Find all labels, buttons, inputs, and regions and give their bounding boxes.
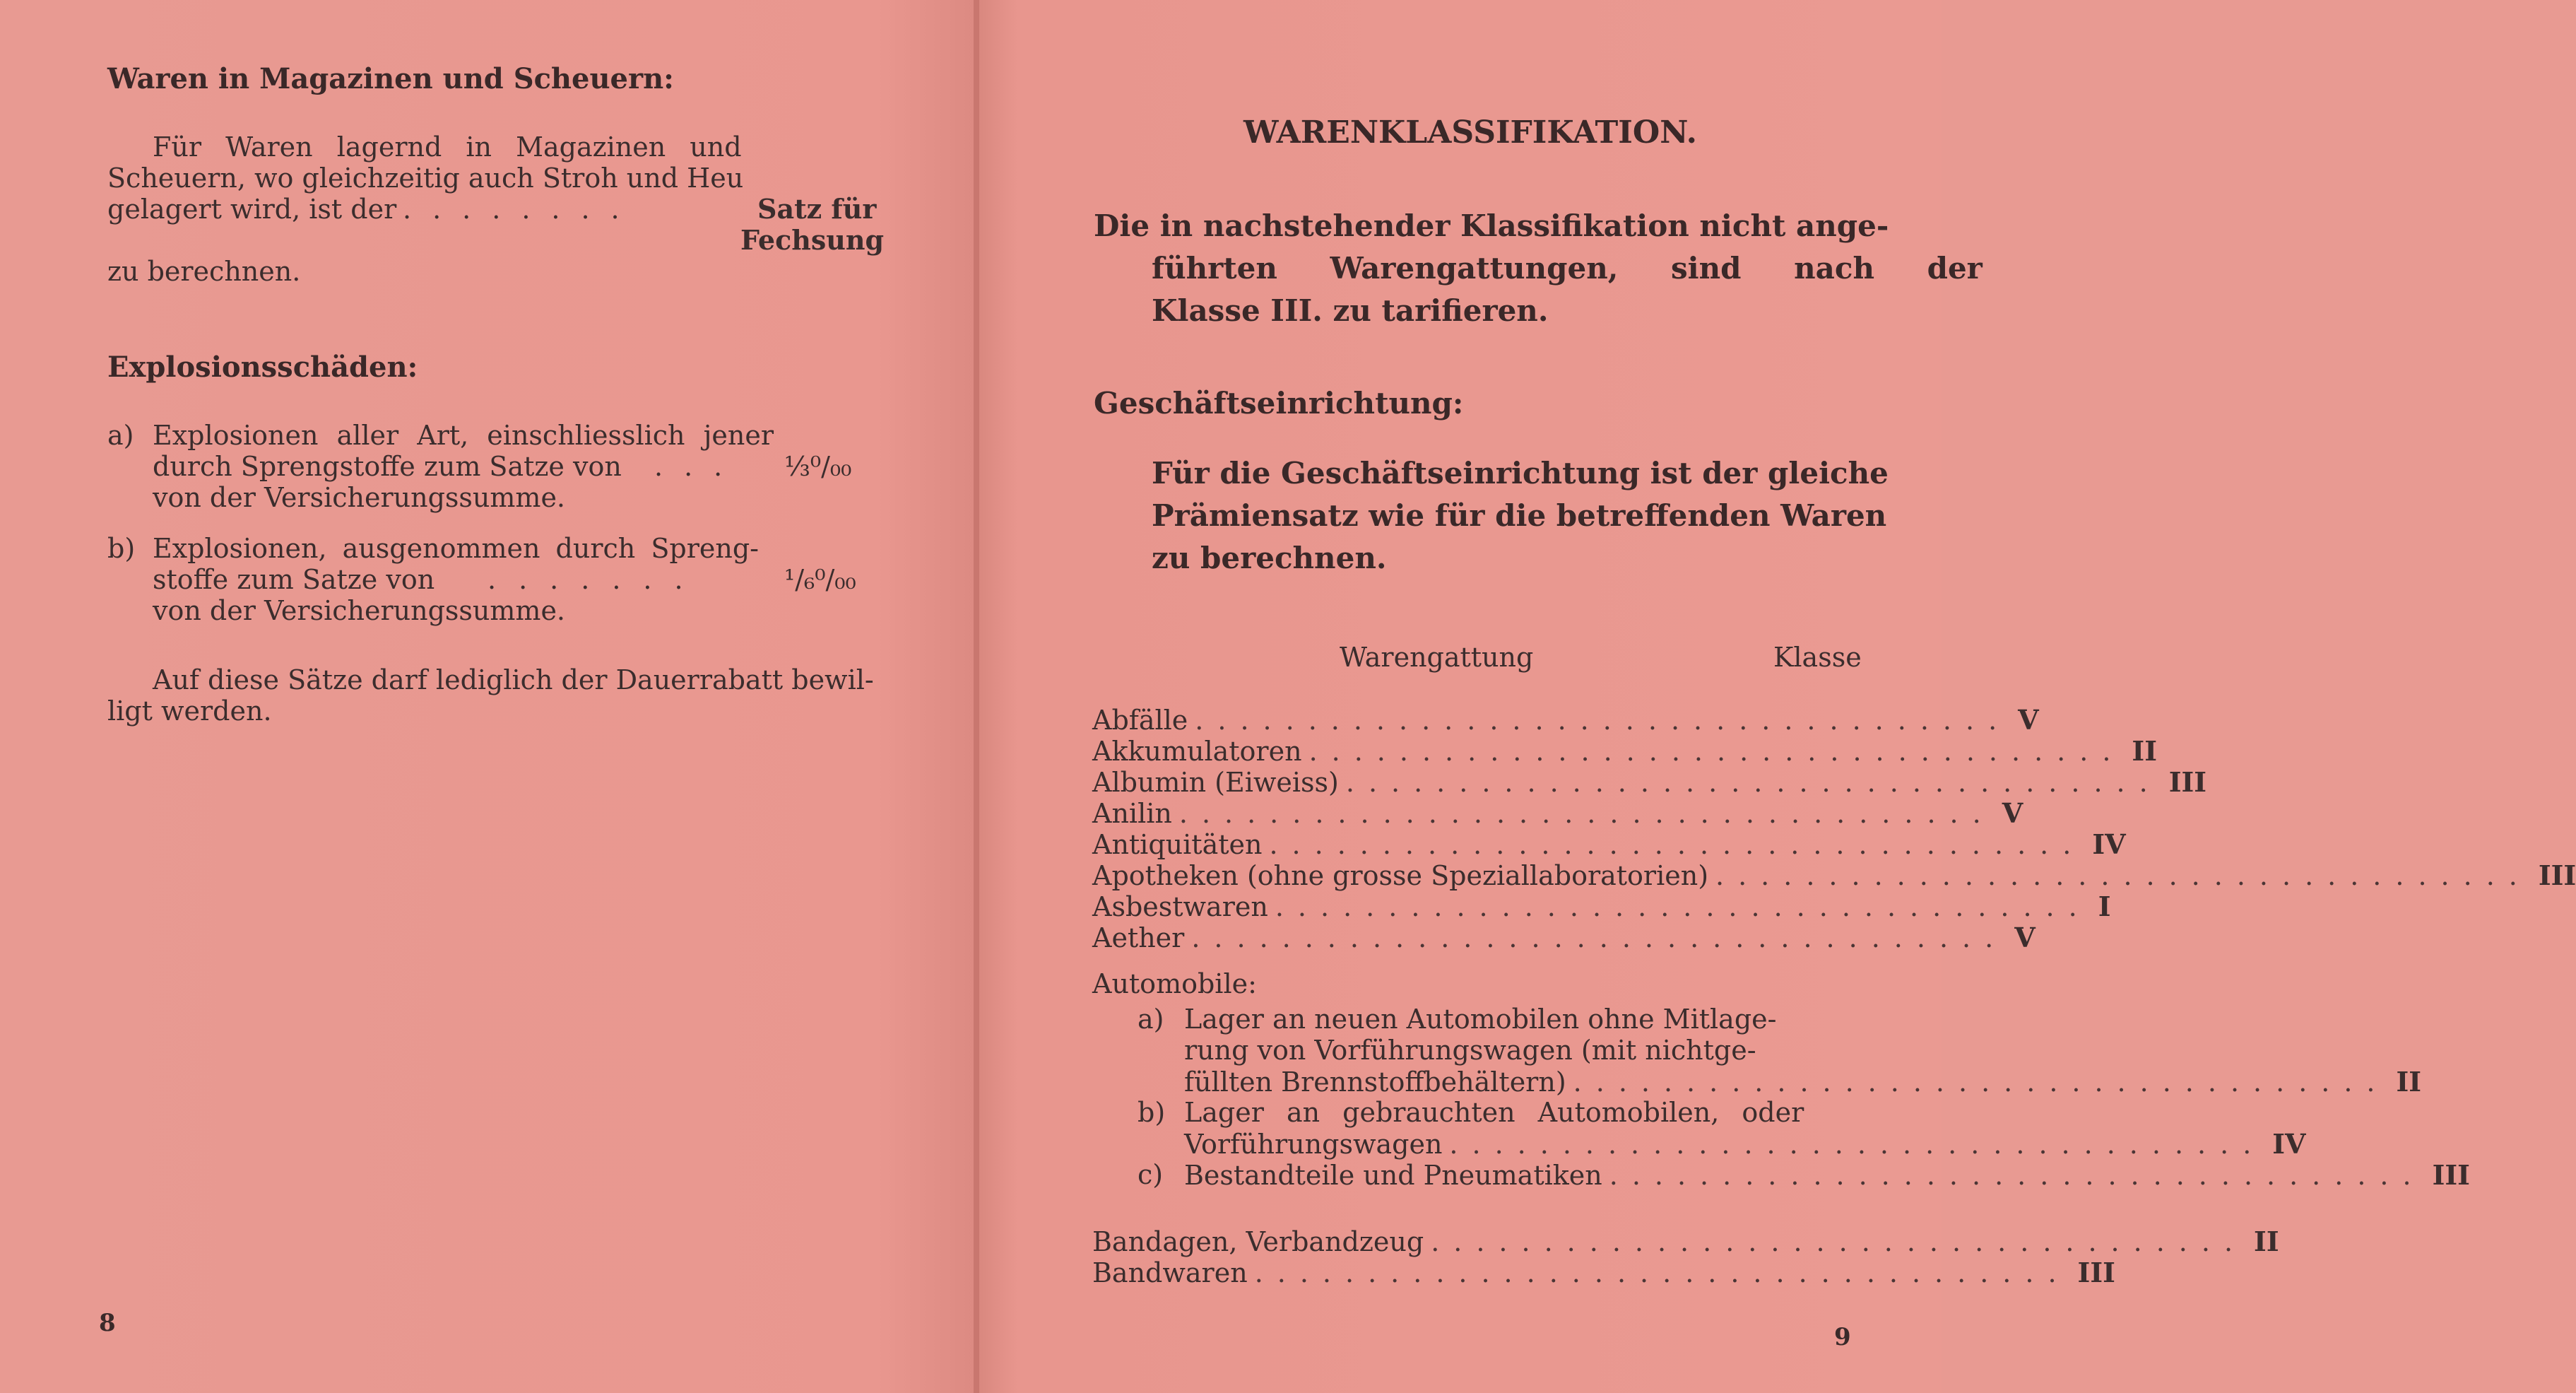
leader-dots: .................................... bbox=[1191, 922, 2008, 953]
leader-dots: .................................... bbox=[1195, 705, 2011, 736]
item-b-rate: ¹/₆⁰/₀₀ bbox=[784, 564, 856, 595]
business-line-1: Für die Geschäftseinrichtung ist der gleiche bbox=[1152, 456, 1889, 490]
auto-b-row bbox=[1184, 1128, 2306, 1160]
row-class: II bbox=[2254, 1226, 2279, 1257]
item-b-marker: b) bbox=[107, 533, 136, 564]
table-row bbox=[1092, 797, 2023, 829]
row-class: I bbox=[2098, 891, 2111, 922]
leader-dots: .................................... bbox=[1609, 1160, 2426, 1191]
item-b-line-2: stoffe zum Satze von bbox=[153, 564, 435, 595]
row-class: II bbox=[2132, 735, 2157, 767]
leader-dots: .................................... bbox=[1254, 1257, 2071, 1288]
auto-b-marker: b) bbox=[1138, 1097, 1166, 1128]
auto-c-row bbox=[1184, 1159, 2470, 1191]
column-header-goods: Warengattung bbox=[1340, 642, 1534, 673]
intro-line-3: Klasse III. zu tarifieren. bbox=[1152, 293, 1549, 328]
row-label: Antiquitäten bbox=[1092, 829, 1263, 860]
auto-c-class: III bbox=[2432, 1159, 2470, 1191]
auto-a-class: II bbox=[2396, 1066, 2422, 1098]
section-title-explosion: Explosionsschäden: bbox=[107, 351, 418, 384]
row-label: Albumin (Eiweiss) bbox=[1092, 767, 1339, 798]
note-line-2: ligt werden. bbox=[107, 695, 272, 727]
auto-b-line-2: Vorführungswagen bbox=[1184, 1129, 1443, 1160]
auto-a-line-2: rung von Vorführungswagen (mit nichtge- bbox=[1184, 1035, 1756, 1066]
automobile-title: Automobile: bbox=[1092, 968, 1257, 999]
auto-a-row bbox=[1184, 1066, 2422, 1098]
item-a-line-1: Explosionen aller Art, einschliesslich jener bbox=[153, 420, 774, 451]
table-row bbox=[1092, 704, 2039, 736]
intro-line-1: Die in nachstehender Klassifikation nicht ange- bbox=[1094, 208, 1889, 243]
section-title-magazines: Waren in Magazinen und Scheuern: bbox=[107, 62, 674, 95]
auto-c-line: Bestandteile und Pneumatiken bbox=[1184, 1160, 1602, 1191]
item-a-line-3: von der Versicherungssumme. bbox=[153, 482, 566, 513]
leader-dots: .................................... bbox=[1573, 1066, 2389, 1098]
table-row bbox=[1092, 766, 2207, 798]
page-number-left: 8 bbox=[99, 1309, 116, 1337]
row-class: IV bbox=[2092, 828, 2126, 860]
auto-b-class: IV bbox=[2272, 1128, 2306, 1160]
table-row bbox=[1092, 922, 2036, 953]
item-a-line-2: durch Sprengstoffe zum Satze von bbox=[153, 451, 622, 482]
leader-dots: .................................... bbox=[1178, 798, 1995, 829]
business-line-3: zu berechnen. bbox=[1152, 541, 1387, 575]
row-label: Akkumulatoren bbox=[1092, 736, 1302, 767]
item-b-dots: ....... bbox=[488, 564, 706, 595]
page-number-right: 9 bbox=[1834, 1323, 1851, 1351]
table-row bbox=[1092, 859, 2576, 891]
row-label: Apotheken (ohne grosse Speziallaboratorien) bbox=[1092, 860, 1709, 891]
auto-c-marker: c) bbox=[1138, 1159, 1164, 1190]
row-class: V bbox=[2018, 704, 2039, 736]
table-row bbox=[1092, 1257, 2115, 1288]
leader-dots: .................................... bbox=[1269, 829, 2086, 860]
section1-dots: ........ bbox=[403, 194, 641, 225]
auto-b-line-1: Lager an gebrauchten Automobilen, oder bbox=[1184, 1097, 1804, 1128]
row-class: III bbox=[2538, 859, 2576, 891]
row-label: Anilin bbox=[1092, 798, 1172, 829]
page-title: WARENKLASSIFIKATION. bbox=[1243, 114, 1697, 151]
note-line-1: Auf diese Sätze darf lediglich der Dauerrabatt bewil- bbox=[153, 664, 874, 695]
table-row bbox=[1092, 828, 2126, 860]
column-header-class: Klasse bbox=[1773, 642, 1862, 673]
item-a-dots: ... bbox=[654, 451, 744, 482]
item-b-line-1: Explosionen, ausgenommen durch Spreng- bbox=[153, 533, 760, 564]
leader-dots: .................................... bbox=[1449, 1129, 2266, 1160]
row-label: Bandagen, Verbandzeug bbox=[1092, 1226, 1424, 1257]
section1-line-2: Scheuern, wo gleichzeitig auch Stroh und Heu bbox=[107, 163, 744, 194]
leader-dots: .................................... bbox=[1308, 736, 2125, 767]
section1-line-1: Für Waren lagernd in Magazinen und bbox=[153, 131, 742, 163]
row-class: V bbox=[2014, 922, 2036, 953]
row-class: III bbox=[2168, 766, 2207, 798]
leader-dots: .................................... bbox=[1431, 1226, 2247, 1257]
item-a-rate: ⅓⁰/₀₀ bbox=[784, 451, 852, 482]
leader-dots: .................................... bbox=[1345, 767, 2162, 798]
section1-rate-2: Fechsung bbox=[740, 224, 885, 256]
section1-line-3: gelagert wird, ist der bbox=[107, 194, 397, 225]
row-label: Aether bbox=[1092, 922, 1185, 953]
row-label: Abfälle bbox=[1092, 705, 1188, 736]
row-label: Bandwaren bbox=[1092, 1257, 1248, 1288]
auto-a-marker: a) bbox=[1138, 1004, 1164, 1035]
intro-line-2: führten Warengattungen, sind nach der bbox=[1152, 251, 1983, 286]
table-row bbox=[1092, 1226, 2279, 1257]
table-row bbox=[1092, 735, 2157, 767]
leader-dots: .................................... bbox=[1275, 891, 2091, 922]
section-title-business: Geschäftseinrichtung: bbox=[1094, 386, 1464, 421]
item-a-marker: a) bbox=[107, 420, 134, 451]
item-b-line-3: von der Versicherungssumme. bbox=[153, 595, 566, 626]
leader-dots: .................................... bbox=[1715, 860, 2531, 891]
row-label: Asbestwaren bbox=[1092, 891, 1268, 922]
row-class: III bbox=[2077, 1257, 2115, 1288]
section1-end: zu berechnen. bbox=[107, 256, 301, 287]
auto-a-line-3: füllten Brennstoffbehältern) bbox=[1184, 1066, 1566, 1098]
table-row bbox=[1092, 891, 2111, 922]
row-class: V bbox=[2002, 797, 2023, 829]
business-line-2: Prämiensatz wie für die betreffenden Waren bbox=[1152, 498, 1887, 533]
section1-rate: Satz für bbox=[757, 193, 877, 225]
auto-a-line-1: Lager an neuen Automobilen ohne Mitlage- bbox=[1184, 1004, 1777, 1035]
